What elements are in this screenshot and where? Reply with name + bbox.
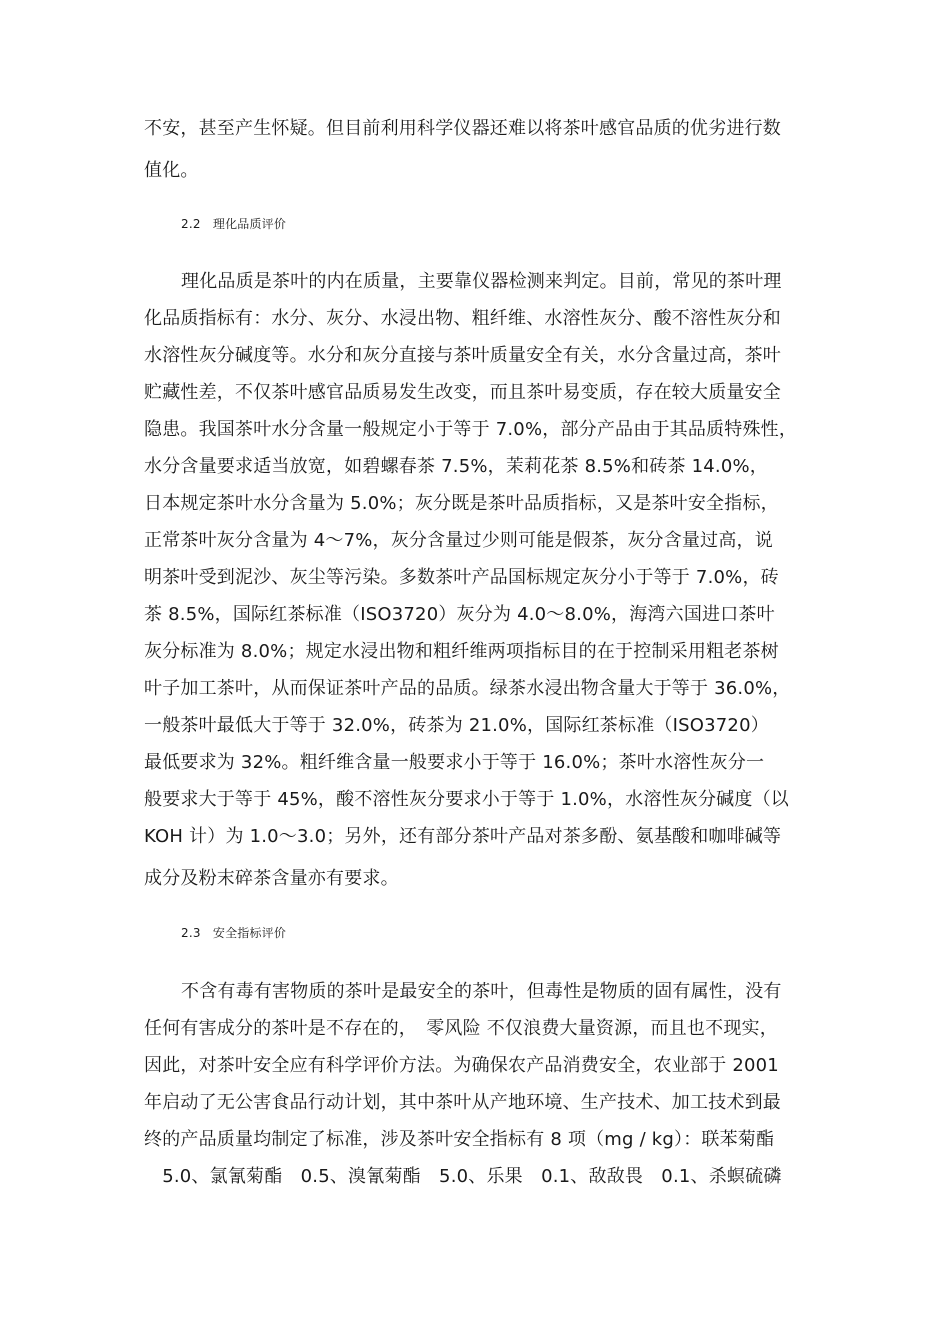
paragraph-line: 因此，对茶叶安全应有科学评价方法。为确保农产品消费安全，农业部于 2001	[144, 1055, 779, 1076]
paragraph-line: 叶子加工茶叶，从而保证茶叶产品的品质。绿茶水浸出物含量大于等于 36.0%，	[144, 678, 791, 699]
paragraph-line: 正常茶叶灰分含量为 4～7%，灰分含量过少则可能是假茶，灰分含量过高，说	[144, 530, 773, 551]
paragraph-line: 值化。	[144, 160, 199, 181]
paragraph-line: 终的产品质量均制定了标准，涉及茶叶安全指标有 8 项（mg / kg）：联苯菊酯	[144, 1129, 775, 1150]
paragraph-line: 成分及粉末碎茶含量亦有要求。	[144, 868, 399, 889]
section-heading: 2.3 安全指标评价	[181, 926, 287, 940]
paragraph-line: 最低要求为 32%。粗纤维含量一般要求小于等于 16.0%；茶叶水溶性灰分一	[144, 752, 765, 773]
paragraph-line: 不含有毒有害物质的茶叶是最安全的茶叶，但毒性是物质的固有属性，没有	[181, 981, 782, 1002]
paragraph-line: 化品质指标有：水分、灰分、水浸出物、粗纤维、水溶性灰分、酸不溶性灰分和	[144, 308, 781, 329]
paragraph-line: 理化品质是茶叶的内在质量，主要靠仪器检测来判定。目前，常见的茶叶理	[181, 271, 782, 292]
paragraph-line: 灰分标准为 8.0%；规定水浸出物和粗纤维两项指标目的在于控制采用粗老茶树	[144, 641, 779, 662]
paragraph-line: KOH 计）为 1.0～3.0；另外，还有部分茶叶产品对茶多酚、氨基酸和咖啡碱等	[144, 826, 782, 847]
section-heading: 2.2 理化品质评价	[181, 217, 287, 231]
paragraph-line: 明茶叶受到泥沙、灰尘等污染。多数茶叶产品国标规定灰分小于等于 7.0%，砖	[144, 567, 779, 588]
paragraph-line: 一般茶叶最低大于等于 32.0%，砖茶为 21.0%，国际红茶标准（ISO3720）	[144, 715, 769, 736]
paragraph-line: 不安，甚至产生怀疑。但目前利用科学仪器还难以将茶叶感官品质的优劣进行数	[144, 118, 781, 139]
paragraph-line: 年启动了无公害食品行动计划，其中茶叶从产地环境、生产技术、加工技术到最	[144, 1092, 781, 1113]
paragraph-line: 水分含量要求适当放宽，如碧螺春茶 7.5%，茉莉花茶 8.5%和砖茶 14.0%，	[144, 456, 769, 477]
paragraph-line: 日本规定茶叶水分含量为 5.0%；灰分既是茶叶品质指标，又是茶叶安全指标，	[144, 493, 779, 514]
paragraph-line: 隐患。我国茶叶水分含量一般规定小于等于 7.0%，部分产品由于其品质特殊性，	[144, 419, 798, 440]
paragraph-line: 任何有害成分的茶叶是不存在的， 零风险 不仅浪费大量资源，而且也不现实，	[144, 1018, 778, 1039]
paragraph-line: 5.0、氯氰菊酯 0.5、溴氰菊酯 5.0、乐果 0.1、敌敌畏 0.1、杀螟硫磷	[144, 1166, 782, 1187]
paragraph-line: 贮藏性差，不仅茶叶感官品质易发生改变，而且茶叶易变质，存在较大质量安全	[144, 382, 781, 403]
paragraph-line: 水溶性灰分碱度等。水分和灰分直接与茶叶质量安全有关，水分含量过高，茶叶	[144, 345, 781, 366]
paragraph-line: 般要求大于等于 45%，酸不溶性灰分要求小于等于 1.0%，水溶性灰分碱度（以	[144, 789, 789, 810]
paragraph-line: 茶 8.5%，国际红茶标准（ISO3720）灰分为 4.0～8.0%，海湾六国进口茶叶	[144, 604, 775, 625]
